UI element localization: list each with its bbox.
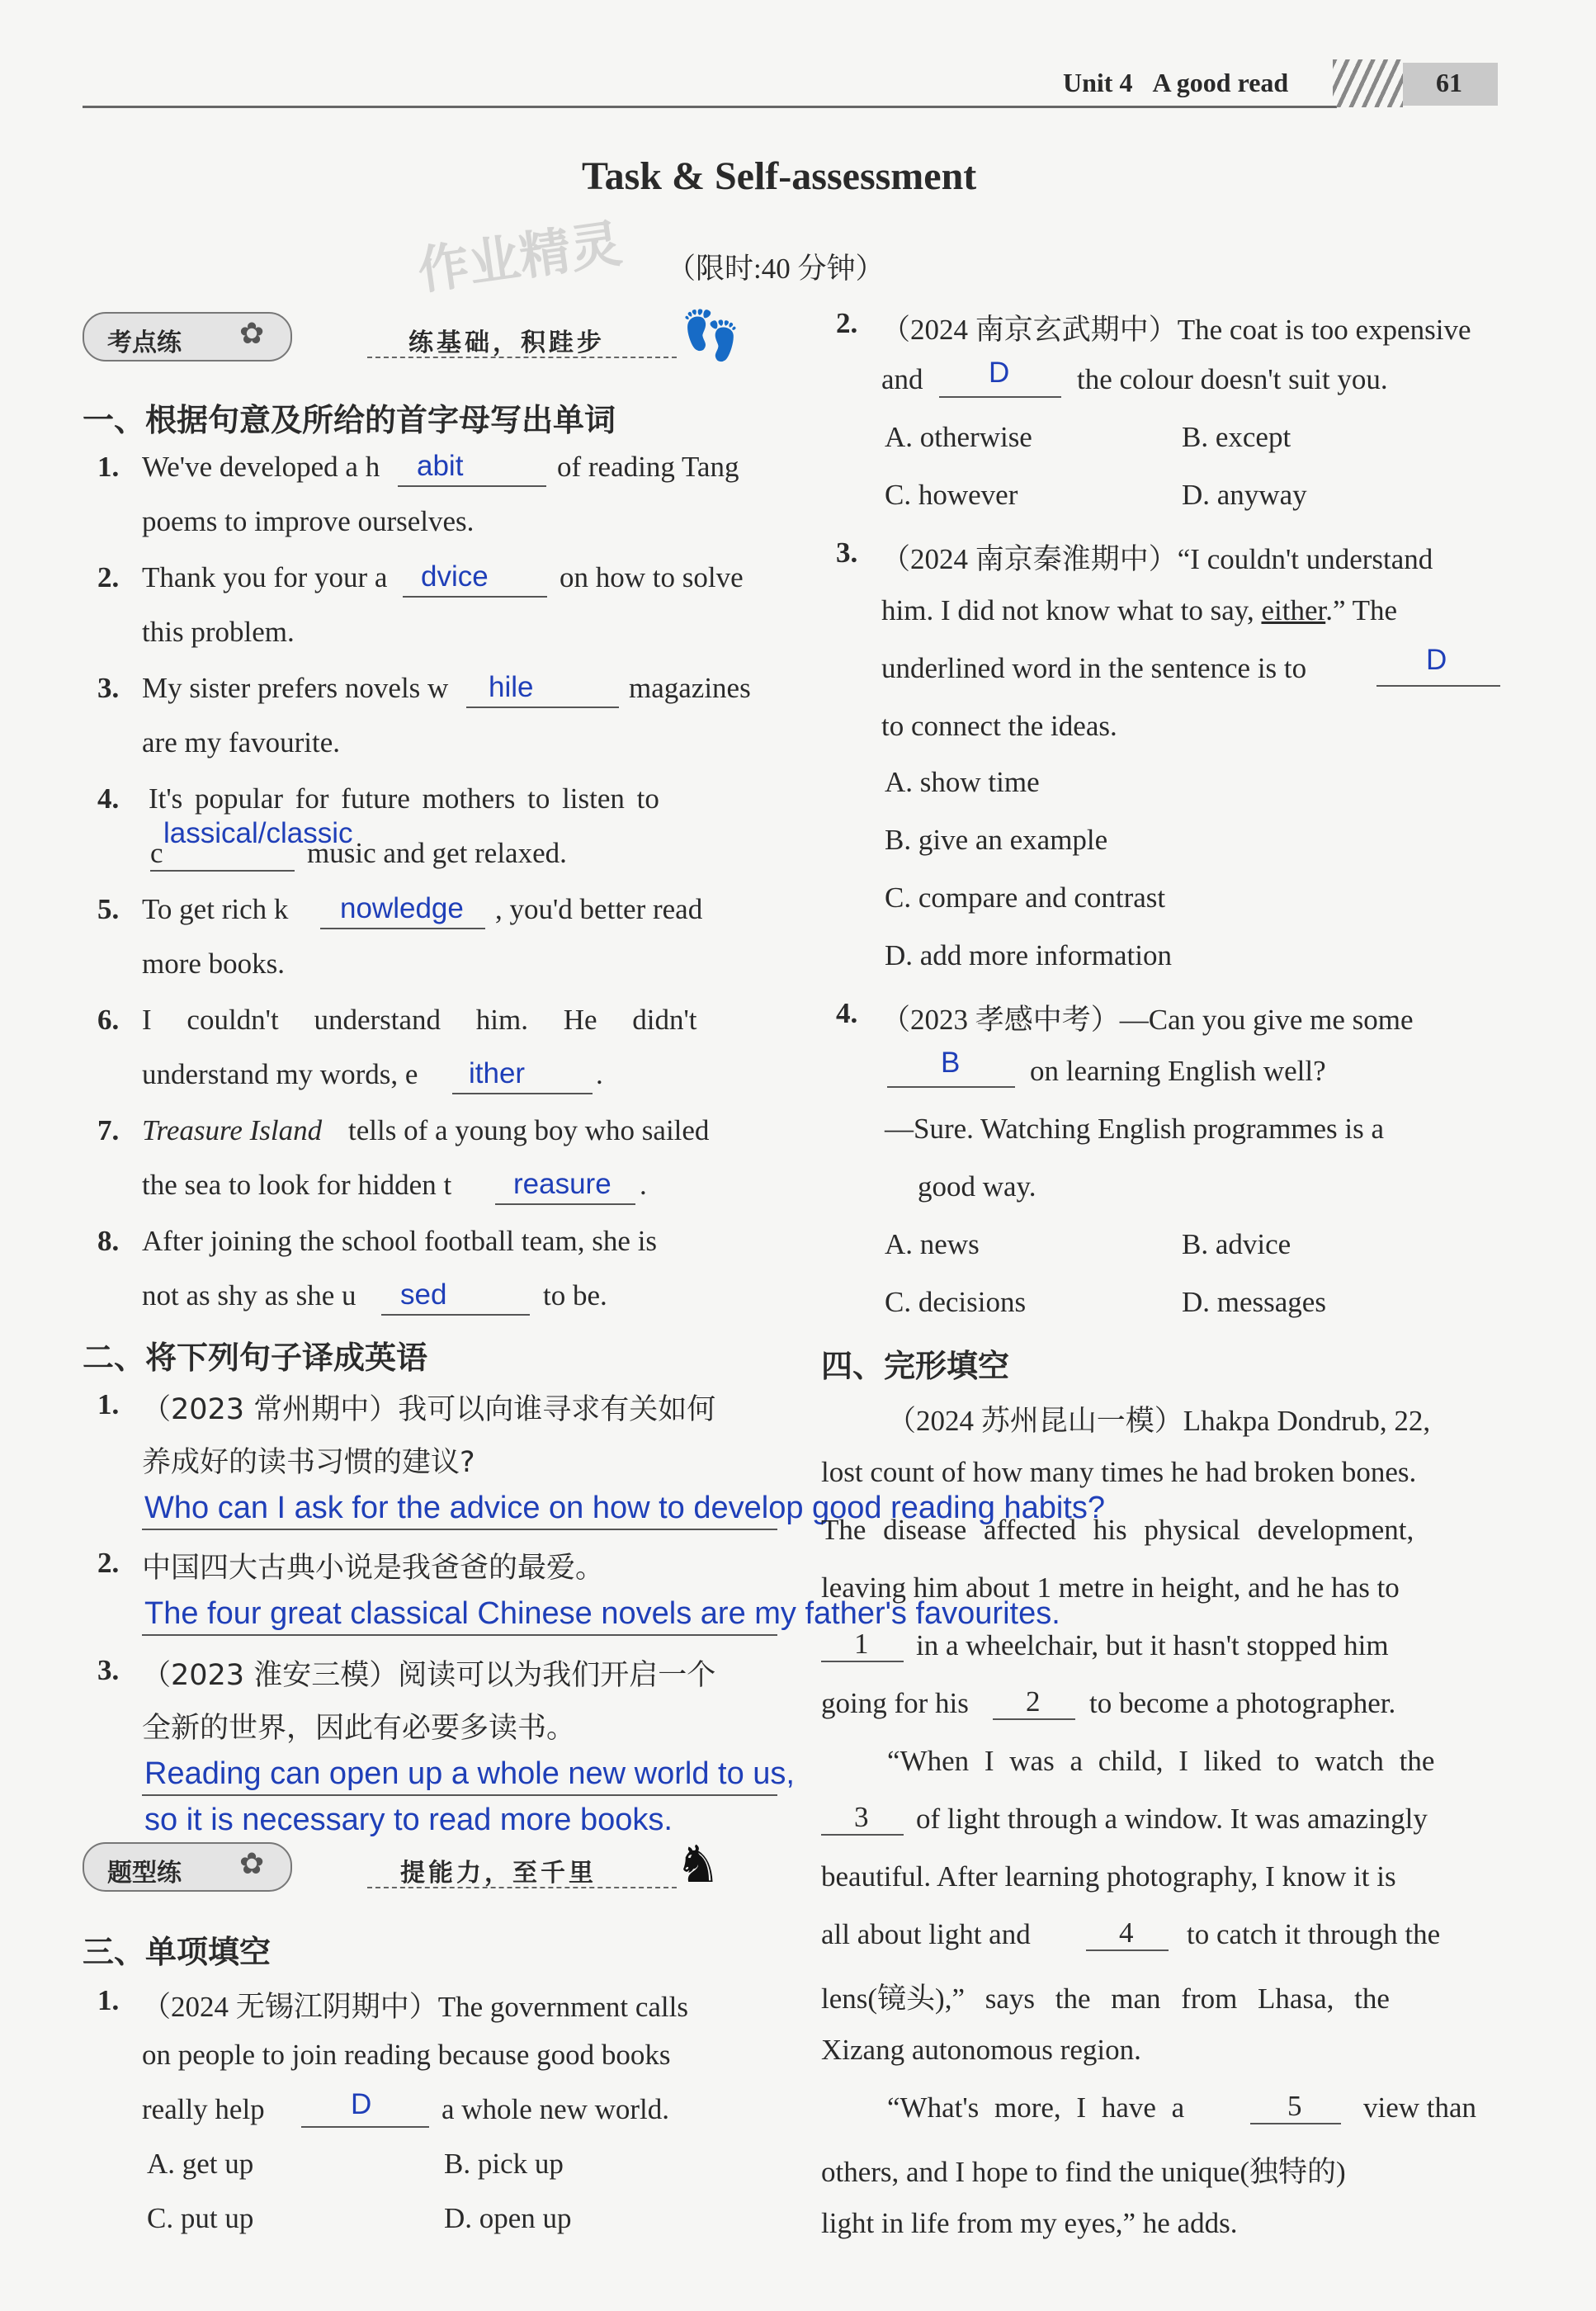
sec3-q1-option-a: A. get up — [147, 2148, 254, 2180]
header-unit: Unit 4 A good read — [1063, 68, 1289, 97]
sec3-q3-option-d: D. add more information — [885, 939, 1172, 971]
answer-line — [142, 1529, 777, 1530]
horse-icon: ♞ — [675, 1834, 721, 1894]
sec1-text-3c: are my favourite. — [142, 726, 341, 759]
sec3-q3-option-c: C. compare and contrast — [885, 881, 1166, 914]
blank-line — [495, 1203, 635, 1205]
blank-line — [320, 928, 485, 929]
sec1-text-3a: My sister prefers novels w — [142, 672, 449, 704]
sec1-num-3: 3. — [97, 672, 120, 704]
passage-line: to become a photographer. — [1089, 1687, 1396, 1719]
passage-line: lost count of how many times he had broken bones. — [821, 1456, 1417, 1488]
sec1-text-8b: not as shy as she u — [142, 1279, 357, 1311]
sec3-q2-answer: D — [989, 357, 1010, 389]
sec2-heading: 二、将下列句子译成英语 — [83, 1340, 428, 1376]
answer-line — [142, 1794, 777, 1796]
passage-line: leaving him about 1 metre in height, and he has to — [821, 1571, 1400, 1604]
sec3-q2-line1: （2024 南京玄武期中）The coat is too expensive — [881, 314, 1471, 346]
sec1-text-5a: To get rich k — [142, 893, 289, 925]
sec2-source-3a: （2023 淮安三模）阅读可以为我们开启一个 — [142, 1659, 716, 1692]
sec3-q3-line2 — [881, 594, 1397, 627]
passage-line: lens(镜头),” says the man from Lhasa, the — [821, 1983, 1390, 2015]
banner-tag: 题型练 — [107, 1859, 182, 1888]
sec4-heading: 四、完形填空 — [821, 1348, 1010, 1384]
sec1-text-2b: on how to solve — [560, 561, 744, 593]
sec3-q2-option-b: B. except — [1182, 421, 1291, 453]
blank-line — [466, 707, 619, 708]
blank-line — [452, 1093, 593, 1094]
blank-line — [381, 1314, 530, 1316]
sec3-q4-option-d: D. messages — [1182, 1286, 1326, 1318]
header-rule — [83, 106, 1337, 108]
banner-motto-rule — [367, 357, 677, 358]
sec1-text-7a: Treasure Island — [142, 1114, 323, 1146]
sec1-text-8a: After joining the school football team, she is — [142, 1225, 658, 1257]
sec3-q2-option-c: C. however — [885, 479, 1018, 511]
sec1-answer-3: hile — [489, 671, 534, 703]
passage-line: all about light and — [821, 1918, 1031, 1950]
passage-line: “What's more, I have a — [887, 2091, 1185, 2124]
sec3-q3-option-a: A. show time — [885, 766, 1040, 798]
sec2-source-1b: 养成好的读书习惯的建议? — [142, 1446, 475, 1479]
page-title: Task & Self-assessment — [582, 154, 977, 198]
banner-motto-rule — [367, 1887, 677, 1888]
sec1-text-6c: . — [596, 1058, 603, 1090]
sec3-q1-line3a: really help — [142, 2093, 265, 2125]
blank-line — [821, 1834, 904, 1836]
sec2-answer-1: Who can I ask for the advice on how to develop good reading habits? — [144, 1491, 1105, 1525]
sec3-num-4: 4. — [836, 997, 858, 1029]
blank-line — [1086, 1949, 1169, 1951]
cloze-blank-1: 1 — [854, 1628, 869, 1660]
sec2-source-1a: （2023 常州期中）我可以向谁寻求有关如何 — [142, 1393, 716, 1426]
sec1-num-6: 6. — [97, 1004, 120, 1036]
sec3-q1-option-c: C. put up — [147, 2202, 254, 2234]
sec3-q4-option-c: C. decisions — [885, 1286, 1027, 1318]
blank-line — [1376, 685, 1500, 687]
cloze-blank-3: 3 — [854, 1801, 869, 1833]
blank-line — [939, 396, 1061, 398]
blank-line — [398, 485, 546, 487]
banner-motto: 提能力，至千里 — [400, 1859, 597, 1888]
sec1-num-2: 2. — [97, 561, 120, 593]
sec1-heading: 一、根据句意及所给的首字母写出单词 — [83, 402, 616, 438]
sec2-source-3b: 全新的世界，因此有必要多读书。 — [142, 1712, 576, 1745]
cloze-blank-2: 2 — [1026, 1685, 1041, 1718]
sec3-heading: 三、单项填空 — [83, 1934, 272, 1970]
sec3-q2-line2b: the colour doesn't suit you. — [1077, 363, 1388, 395]
sec1-answer-7: reasure — [513, 1168, 611, 1200]
sec3-q4-option-b: B. advice — [1182, 1228, 1291, 1260]
sec1-text-8c: to be. — [543, 1279, 607, 1311]
sec1-text-1a: We've developed a h — [142, 451, 380, 483]
sec2-source-2: 中国四大古典小说是我爸爸的最爱。 — [142, 1552, 605, 1585]
blank-line — [887, 1086, 1015, 1088]
sec3-q2-option-a: A. otherwise — [885, 421, 1032, 453]
sec3-num-3: 3. — [836, 536, 858, 569]
sec3-q4-line1: （2023 孝感中考）—Can you give me some — [881, 1004, 1414, 1036]
passage-line: Xizang autonomous region. — [821, 2034, 1141, 2066]
page-number: 61 — [1436, 68, 1462, 97]
sec3-q4-option-a: A. news — [885, 1228, 980, 1260]
sec1-text-4a: It's popular for future mothers to listen to — [149, 782, 659, 815]
passage-line: view than — [1363, 2091, 1477, 2124]
sec1-text-4b: c — [150, 837, 163, 869]
sec1-num-5: 5. — [97, 893, 120, 925]
sec1-text-7b: tells of a young boy who sailed — [348, 1114, 710, 1146]
passage-line: The disease affected his physical development, — [821, 1514, 1414, 1546]
blank-line — [821, 1661, 904, 1662]
flower-icon: ✿ — [239, 317, 265, 351]
sec1-num-8: 8. — [97, 1225, 120, 1257]
sec3-q1-line1: （2024 无锡江阴期中）The government calls — [142, 1991, 688, 2023]
blank-line — [993, 1718, 1075, 1720]
sec1-text-7d: . — [640, 1169, 647, 1201]
sec2-answer-2: The four great classical Chinese novels are my father's favourites. — [144, 1596, 1060, 1631]
sec3-q3-line3: underlined word in the sentence is to — [881, 652, 1307, 684]
header-stripes — [1333, 59, 1403, 107]
cloze-blank-4: 4 — [1119, 1916, 1134, 1949]
sec1-text-2c: this problem. — [142, 616, 295, 648]
sec1-text-4c: music and get relaxed. — [307, 837, 567, 869]
sec1-text-6a: I couldn't understand him. He didn't — [142, 1004, 697, 1036]
cloze-blank-5: 5 — [1287, 2090, 1302, 2122]
sec2-num-2: 2. — [97, 1547, 120, 1579]
sec3-q1-answer: D — [351, 2088, 372, 2120]
sec3-q1-option-d: D. open up — [444, 2202, 572, 2234]
sec2-answer-3a: Reading can open up a whole new world to us, — [144, 1756, 795, 1791]
sec3-q4-line2: on learning English well? — [1030, 1055, 1326, 1087]
sec1-answer-4: lassical/classic — [163, 817, 353, 849]
sec1-text-7c: the sea to look for hidden t — [142, 1169, 452, 1201]
sec1-text-5c: more books. — [142, 948, 286, 980]
sec3-q1-option-b: B. pick up — [444, 2148, 564, 2180]
sec2-num-1: 1. — [97, 1388, 120, 1420]
sec3-q4-line3: —Sure. Watching English programmes is a — [885, 1113, 1385, 1145]
passage-line: light in life from my eyes,” he adds. — [821, 2207, 1238, 2239]
sec1-answer-6: ither — [469, 1057, 526, 1089]
sec1-text-1c: poems to improve ourselves. — [142, 505, 475, 537]
sec1-text-3b: magazines — [629, 672, 751, 704]
sec2-num-3: 3. — [97, 1654, 120, 1686]
footprint-icon: 👣 — [681, 307, 741, 363]
underlined-word: either — [1261, 594, 1326, 626]
sec3-q1-line2: on people to join reading because good books — [142, 2039, 671, 2071]
sec3-q3-line2a: him. I did not know what to say, — [881, 594, 1254, 626]
passage-line: to catch it through the — [1187, 1918, 1441, 1950]
sec3-q3-line2b: .” The — [1325, 594, 1398, 626]
sec1-num-1: 1. — [97, 451, 120, 483]
passage-line: beautiful. After learning photography, I know it is — [821, 1860, 1396, 1893]
blank-line — [1250, 2123, 1341, 2124]
sec1-text-6b: understand my words, e — [142, 1058, 418, 1090]
answer-line — [142, 1634, 777, 1636]
sec1-text-2a: Thank you for your a — [142, 561, 388, 593]
sec3-q4-answer: B — [941, 1047, 961, 1079]
sec3-q3-line4: to connect the ideas. — [881, 710, 1117, 742]
sec3-q2-option-d: D. anyway — [1182, 479, 1307, 511]
sec1-answer-8: sed — [400, 1278, 447, 1311]
passage-line: （2024 苏州昆山一模）Lhakpa Dondrub, 22, — [887, 1405, 1431, 1437]
sec3-q3-line1: （2024 南京秦淮期中）“I couldn't understand — [881, 543, 1433, 575]
passage-line: in a wheelchair, but it hasn't stopped him — [916, 1629, 1389, 1661]
sec3-q3-option-b: B. give an example — [885, 824, 1108, 856]
blank-line — [301, 2126, 429, 2128]
banner-tag: 考点练 — [107, 328, 182, 357]
sec2-answer-3b: so it is necessary to read more books. — [144, 1803, 673, 1837]
time-limit: （限时:40 分钟） — [667, 253, 885, 285]
sec3-q1-line3b: a whole new world. — [441, 2093, 670, 2125]
sec3-q3-answer: D — [1426, 644, 1447, 676]
sec1-answer-1: abit — [417, 450, 464, 482]
passage-line: of light through a window. It was amazingly — [916, 1803, 1428, 1835]
sec1-answer-2: dvice — [421, 560, 489, 593]
blank-line — [403, 596, 547, 598]
blank-line — [150, 870, 295, 872]
sec3-q2-line2a: and — [881, 363, 923, 395]
sec1-text-1b: of reading Tang — [557, 451, 739, 483]
banner-motto: 练基础，积跬步 — [408, 328, 605, 357]
sec3-num-2: 2. — [836, 307, 858, 339]
passage-line: going for his — [821, 1687, 969, 1719]
sec3-q4-line4: good way. — [918, 1170, 1036, 1203]
passage-line: others, and I hope to find the unique(独特的) — [821, 2156, 1346, 2188]
sec1-answer-5: nowledge — [340, 892, 464, 924]
watermark: 作业精灵 — [413, 213, 626, 301]
sec1-text-5b: , you'd better read — [495, 893, 703, 925]
passage-line: “When I was a child, I liked to watch the — [887, 1745, 1435, 1777]
sec3-num-1: 1. — [97, 1984, 120, 2016]
sec1-num-7: 7. — [97, 1114, 120, 1146]
sec1-num-4: 4. — [97, 782, 120, 815]
flower-icon: ✿ — [239, 1847, 265, 1881]
